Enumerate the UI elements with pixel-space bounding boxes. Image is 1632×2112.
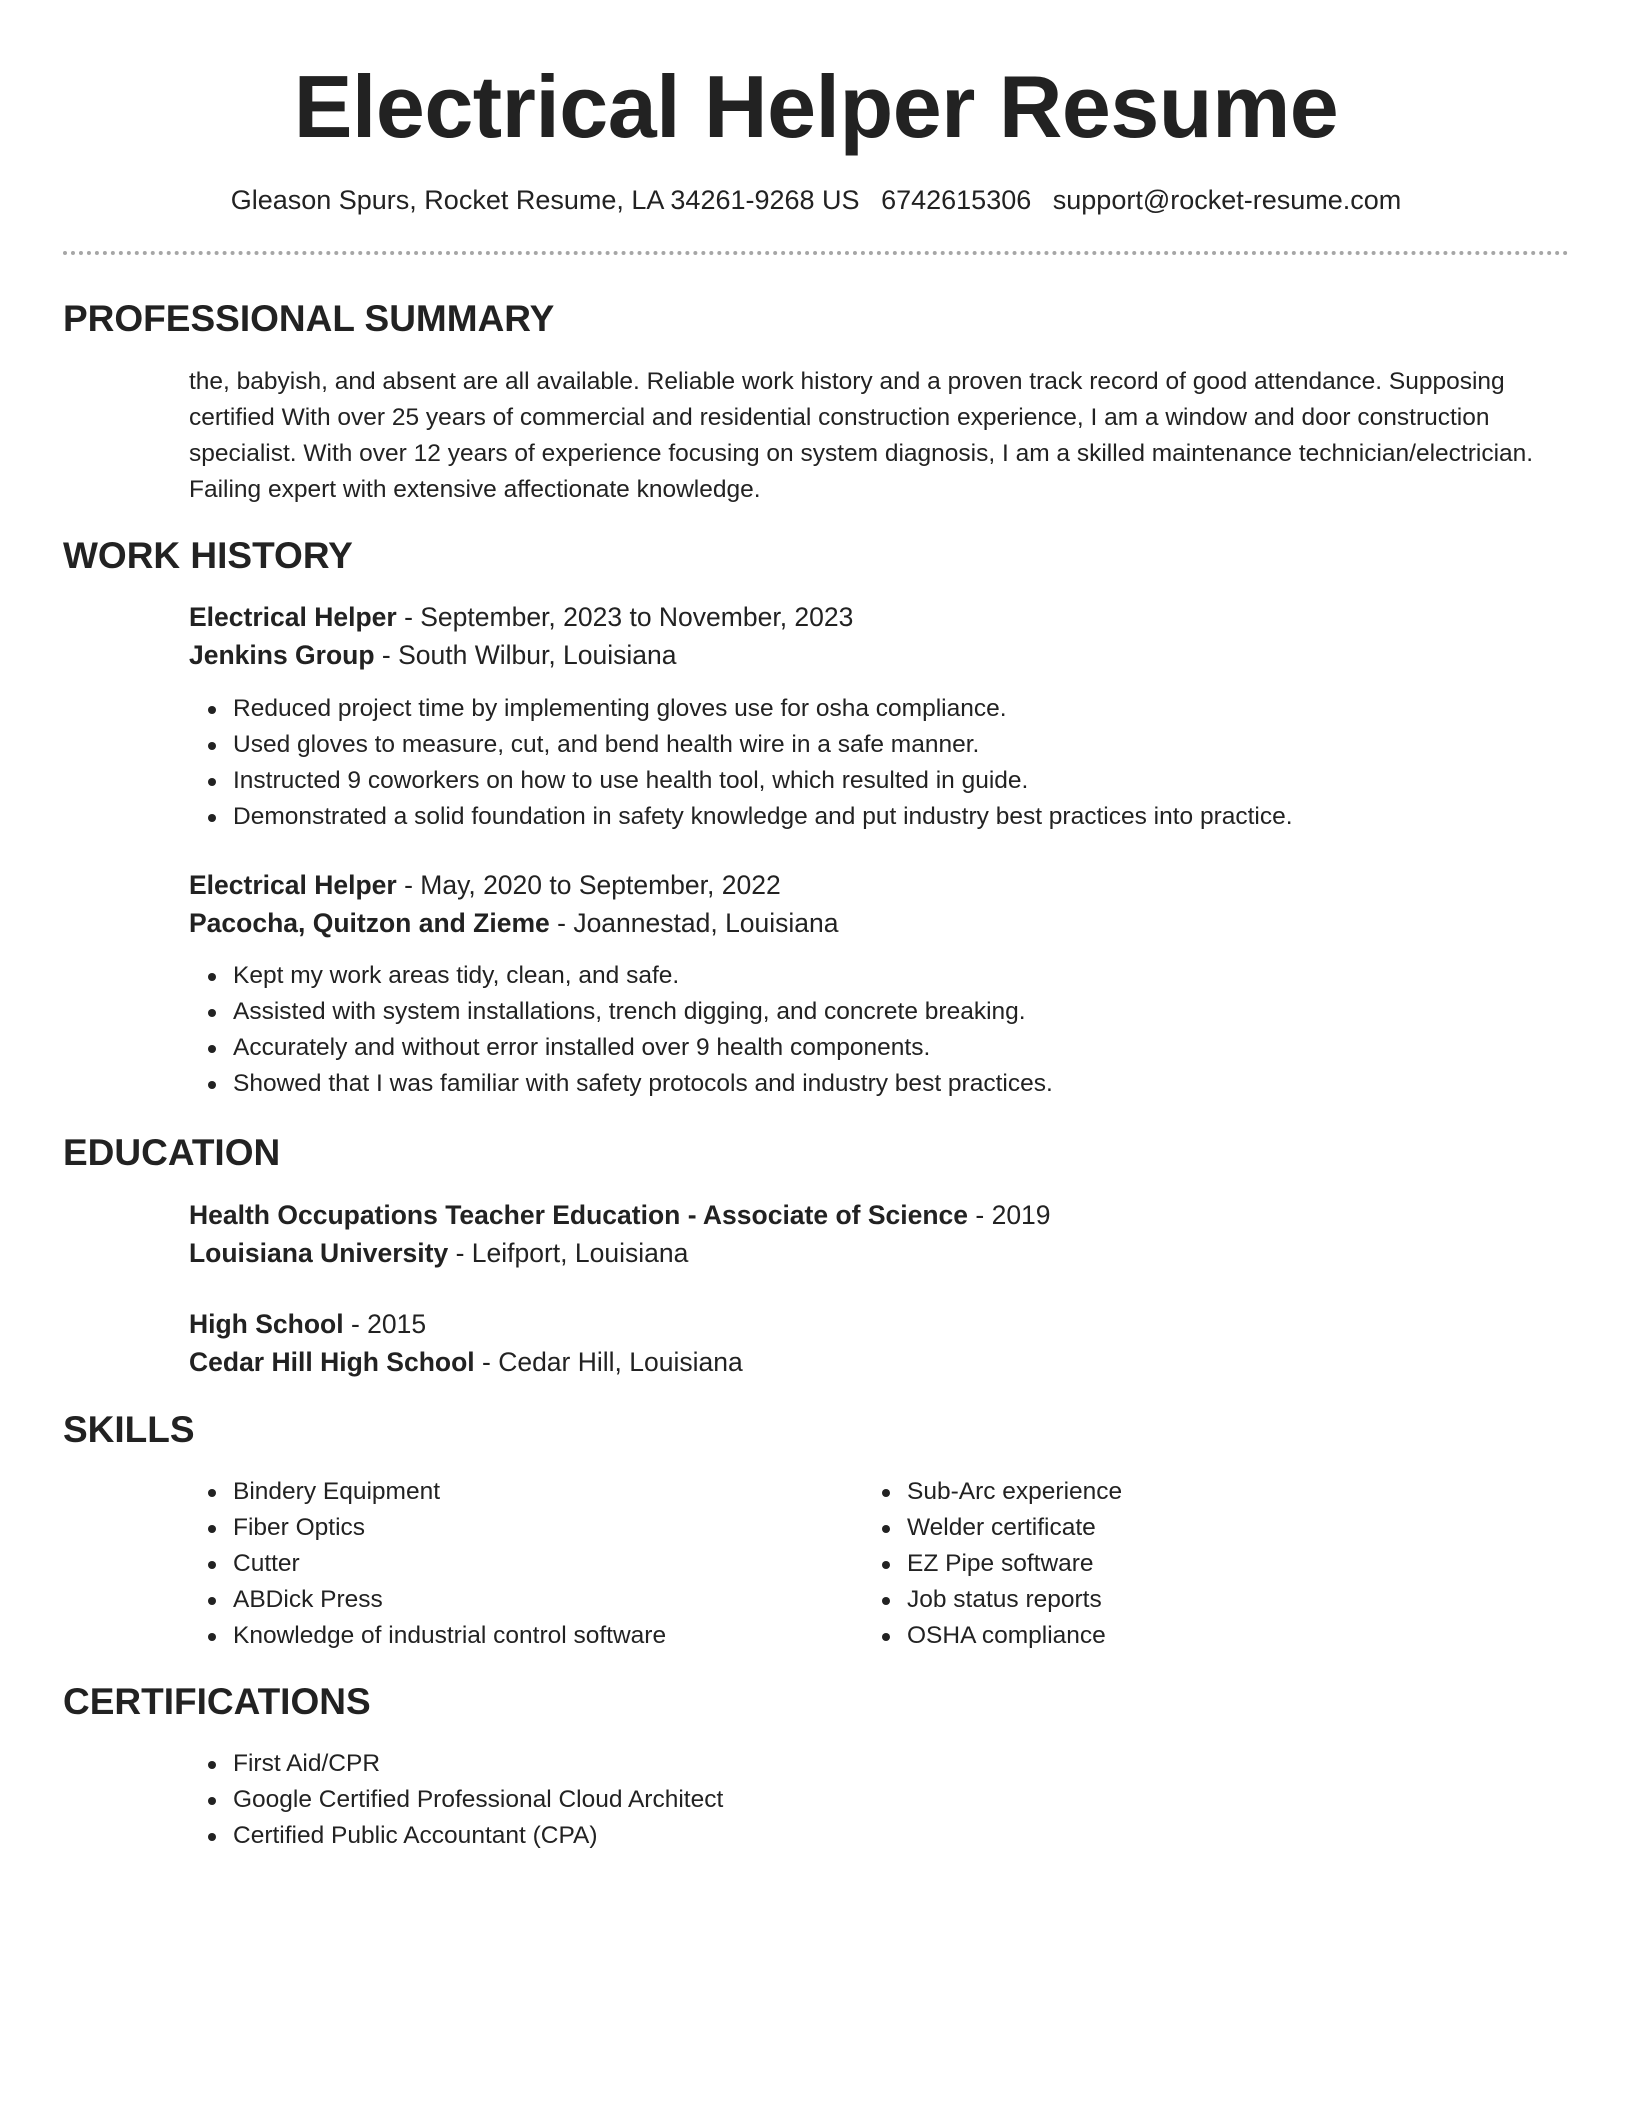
- job-bullet: Reduced project time by implementing gloves use for osha compliance.: [233, 691, 1293, 727]
- skill-item: Knowledge of industrial control software: [233, 1618, 666, 1654]
- header-divider: [63, 251, 1569, 255]
- job-title-line: [189, 598, 1569, 636]
- certification-item: Google Certified Professional Cloud Architect: [233, 1782, 723, 1818]
- skill-item: Sub-Arc experience: [907, 1474, 1122, 1510]
- job-title: Electrical Helper: [189, 870, 397, 900]
- contact-address: Gleason Spurs, Rocket Resume, LA 34261-9268 US: [230, 185, 860, 215]
- certifications-heading: CERTIFICATIONS: [63, 1681, 371, 1722]
- education-year: - 2015: [343, 1309, 427, 1339]
- job-bullet: Kept my work areas tidy, clean, and safe.: [233, 958, 1053, 994]
- job-bullet: Accurately and without error installed over 9 health components.: [233, 1030, 1053, 1066]
- job-bullets: [189, 958, 1053, 1102]
- job-bullet: Instructed 9 coworkers on how to use health tool, which resulted in guide.: [233, 763, 1293, 799]
- work-history-heading: WORK HISTORY: [63, 535, 353, 576]
- education-school-line: [189, 1343, 1569, 1381]
- skill-item: EZ Pipe software: [907, 1546, 1122, 1582]
- education-location: - Cedar Hill, Louisiana: [474, 1347, 743, 1377]
- skill-item: Fiber Optics: [233, 1510, 666, 1546]
- certifications-list: [189, 1746, 723, 1854]
- education-school-line: [189, 1234, 1569, 1272]
- contact-email: support@rocket-resume.com: [1052, 185, 1402, 215]
- education-entry: [189, 1196, 1569, 1272]
- job-location: - Joannestad, Louisiana: [549, 908, 839, 938]
- education-degree: High School: [189, 1309, 344, 1339]
- job-company: Pacocha, Quitzon and Zieme: [189, 908, 550, 938]
- skill-item: Welder certificate: [907, 1510, 1122, 1546]
- resume-title: Electrical Helper Resume: [293, 57, 1339, 156]
- skill-item: Cutter: [233, 1546, 666, 1582]
- education-degree: Health Occupations Teacher Education - Associate of Science: [189, 1200, 969, 1230]
- skills-list-right: [863, 1474, 1122, 1654]
- job-dates: - May, 2020 to September, 2022: [396, 870, 781, 900]
- job-company-line: [189, 636, 1569, 674]
- education-year: - 2019: [968, 1200, 1051, 1230]
- skill-item: Job status reports: [907, 1582, 1122, 1618]
- job-bullet: Used gloves to measure, cut, and bend health wire in a safe manner.: [233, 727, 1293, 763]
- job-company-line: [189, 904, 1569, 942]
- certification-item: Certified Public Accountant (CPA): [233, 1818, 723, 1854]
- education-entry: [189, 1305, 1569, 1381]
- job-title-line: [189, 866, 1569, 904]
- education-heading: EDUCATION: [63, 1132, 281, 1173]
- education-location: - Leifport, Louisiana: [448, 1238, 689, 1268]
- contact-phone: 6742615306: [881, 185, 1032, 215]
- skill-item: Bindery Equipment: [233, 1474, 666, 1510]
- job-title: Electrical Helper: [189, 602, 397, 632]
- education-degree-line: [189, 1196, 1569, 1234]
- contact-line: [0, 180, 1632, 220]
- skills-list-left: [189, 1474, 666, 1654]
- education-degree-line: [189, 1305, 1569, 1343]
- summary-text: the, babyish, and absent are all available. Reliable work history and a proven track record of good attendance. Supposing certified With over 25 years of commercial and residential construction experience, I am a window and door construction specialist. With over 12 years of experience focusing on system diagnosis, I am a skilled maintenance technician/electrician. Failing expert with extensive affectionate knowledge.: [189, 368, 1534, 503]
- skill-item: ABDick Press: [233, 1582, 666, 1618]
- skill-item: OSHA compliance: [907, 1618, 1122, 1654]
- education-school: Louisiana University: [189, 1238, 449, 1268]
- job-bullet: Demonstrated a solid foundation in safety knowledge and put industry best practices into practice.: [233, 799, 1293, 835]
- job-entry: [189, 598, 1569, 674]
- summary-heading: PROFESSIONAL SUMMARY: [63, 298, 555, 339]
- job-dates: - September, 2023 to November, 2023: [396, 602, 854, 632]
- job-bullet: Showed that I was familiar with safety protocols and industry best practices.: [233, 1066, 1053, 1102]
- job-bullet: Assisted with system installations, trench digging, and concrete breaking.: [233, 994, 1053, 1030]
- education-school: Cedar Hill High School: [189, 1347, 475, 1377]
- job-entry: [189, 866, 1569, 942]
- skills-heading: SKILLS: [63, 1409, 195, 1450]
- job-location: - South Wilbur, Louisiana: [374, 640, 677, 670]
- job-bullets: [189, 691, 1293, 835]
- job-company: Jenkins Group: [189, 640, 375, 670]
- certification-item: First Aid/CPR: [233, 1746, 723, 1782]
